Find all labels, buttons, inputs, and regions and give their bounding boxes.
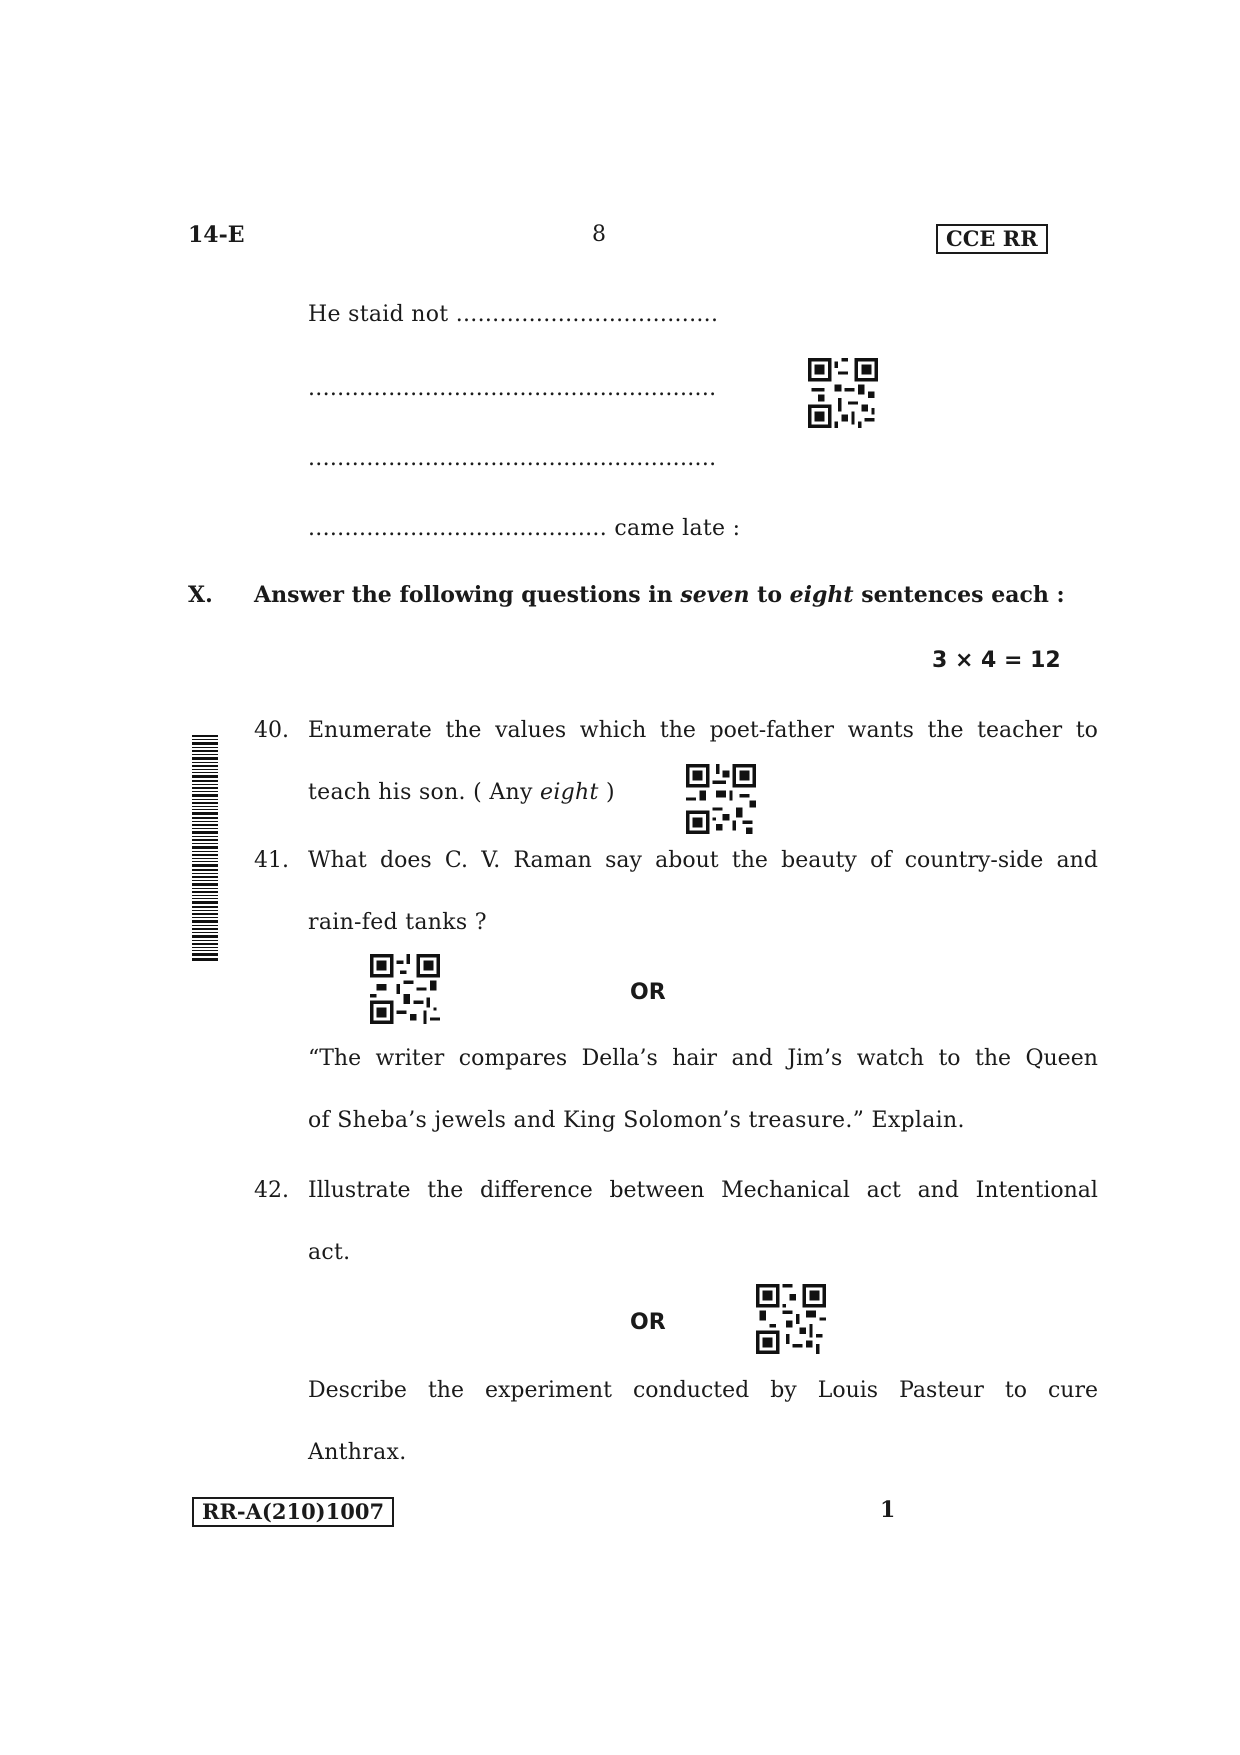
- poem-line-3: ........................................................: [308, 446, 717, 471]
- word: and: [731, 1046, 773, 1071]
- word: C.: [444, 848, 468, 873]
- word: writer: [375, 1046, 445, 1071]
- section-title-emphasis: seven: [680, 582, 750, 608]
- paper-code: 14-E: [188, 222, 245, 248]
- word: beauty: [781, 848, 857, 873]
- section-number: X.: [188, 582, 213, 608]
- poem-line-4-dots: .........................................: [308, 516, 608, 541]
- question-number-42: 42.: [254, 1178, 289, 1203]
- poem-line-2: ........................................................: [308, 376, 717, 401]
- word: the: [427, 1378, 464, 1403]
- word: Raman: [513, 848, 592, 873]
- word: conducted: [632, 1378, 750, 1403]
- word: which: [579, 718, 647, 743]
- barcode-icon: [192, 735, 218, 961]
- word: to: [938, 1046, 961, 1071]
- question-40-line-1: [308, 718, 1098, 743]
- word: Queen: [1025, 1046, 1098, 1071]
- word: Describe: [308, 1378, 407, 1403]
- or-label-41: OR: [630, 980, 666, 1005]
- qr-code-icon: [808, 358, 878, 428]
- question-40-line-2: [308, 780, 615, 805]
- word: the: [975, 1046, 1012, 1071]
- footer-paper-code: RR-A(210)1007: [192, 1497, 394, 1527]
- word: teacher: [977, 718, 1063, 743]
- word: to: [1004, 1378, 1027, 1403]
- question-41-alt-line-2: of Sheba’s jewels and King Solomon’s treasure.” Explain.: [308, 1108, 965, 1133]
- word: about: [655, 848, 719, 873]
- section-title-part: Answer the following questions in: [254, 582, 681, 608]
- question-42-alt-line-1: [308, 1378, 1098, 1403]
- word: Della’s: [581, 1046, 658, 1071]
- word: Illustrate: [308, 1178, 411, 1203]
- word: to: [1075, 718, 1098, 743]
- word: What: [308, 848, 367, 873]
- poem-line-4: [308, 516, 740, 541]
- word: Mechanical: [721, 1178, 850, 1203]
- question-42-line-1: [308, 1178, 1098, 1203]
- question-41-line-1: [308, 848, 1098, 873]
- word: cure: [1047, 1378, 1098, 1403]
- word: wants: [847, 718, 914, 743]
- section-title-emphasis: eight: [789, 582, 854, 608]
- word: hair: [672, 1046, 718, 1071]
- question-41-alt-line-1: [308, 1046, 1098, 1071]
- word: experiment: [484, 1378, 612, 1403]
- question-40-emphasis: eight: [540, 780, 599, 805]
- word: poet-father: [709, 718, 834, 743]
- word: Pasteur: [899, 1378, 984, 1403]
- word: V.: [481, 848, 501, 873]
- question-40-text: ): [598, 780, 615, 805]
- qr-code-icon: [370, 954, 440, 1024]
- word: between: [609, 1178, 705, 1203]
- word: and: [917, 1178, 959, 1203]
- poem-line-1: He staid not ....................................: [308, 302, 719, 327]
- word: values: [495, 718, 567, 743]
- footer-number: 1: [880, 1497, 896, 1523]
- word: the: [731, 848, 768, 873]
- word: of: [870, 848, 892, 873]
- question-number-40: 40.: [254, 718, 289, 743]
- section-title: [254, 582, 1065, 608]
- word: by: [770, 1378, 797, 1403]
- word: country-side: [904, 848, 1044, 873]
- question-41-line-2: rain-fed tanks ?: [308, 910, 487, 935]
- series-badge: CCE RR: [936, 224, 1048, 254]
- word: the: [659, 718, 696, 743]
- word: act: [866, 1178, 901, 1203]
- word: “The: [308, 1046, 362, 1071]
- word: the: [927, 718, 964, 743]
- word: say: [605, 848, 642, 873]
- qr-code-icon: [756, 1284, 826, 1354]
- section-title-part: sentences each :: [853, 582, 1065, 608]
- word: Enumerate: [308, 718, 432, 743]
- word: difference: [479, 1178, 593, 1203]
- question-42-line-2: act.: [308, 1240, 351, 1265]
- word: Jim’s: [787, 1046, 843, 1071]
- word: does: [380, 848, 432, 873]
- qr-code-icon: [686, 764, 756, 834]
- question-40-text: teach his son. ( Any: [308, 780, 540, 805]
- word: the: [445, 718, 482, 743]
- section-marks: 3 × 4 = 12: [932, 648, 1061, 673]
- word: Louis: [817, 1378, 879, 1403]
- question-42-alt-line-2: Anthrax.: [308, 1440, 407, 1465]
- question-number-41: 41.: [254, 848, 289, 873]
- word: and: [1056, 848, 1098, 873]
- section-title-part: to: [749, 582, 790, 608]
- word: Intentional: [975, 1178, 1098, 1203]
- or-label-42: OR: [630, 1310, 666, 1335]
- word: watch: [856, 1046, 925, 1071]
- poem-line-4-text: came late :: [607, 516, 741, 541]
- word: compares: [458, 1046, 568, 1071]
- word: the: [427, 1178, 464, 1203]
- page-number: 8: [592, 222, 606, 247]
